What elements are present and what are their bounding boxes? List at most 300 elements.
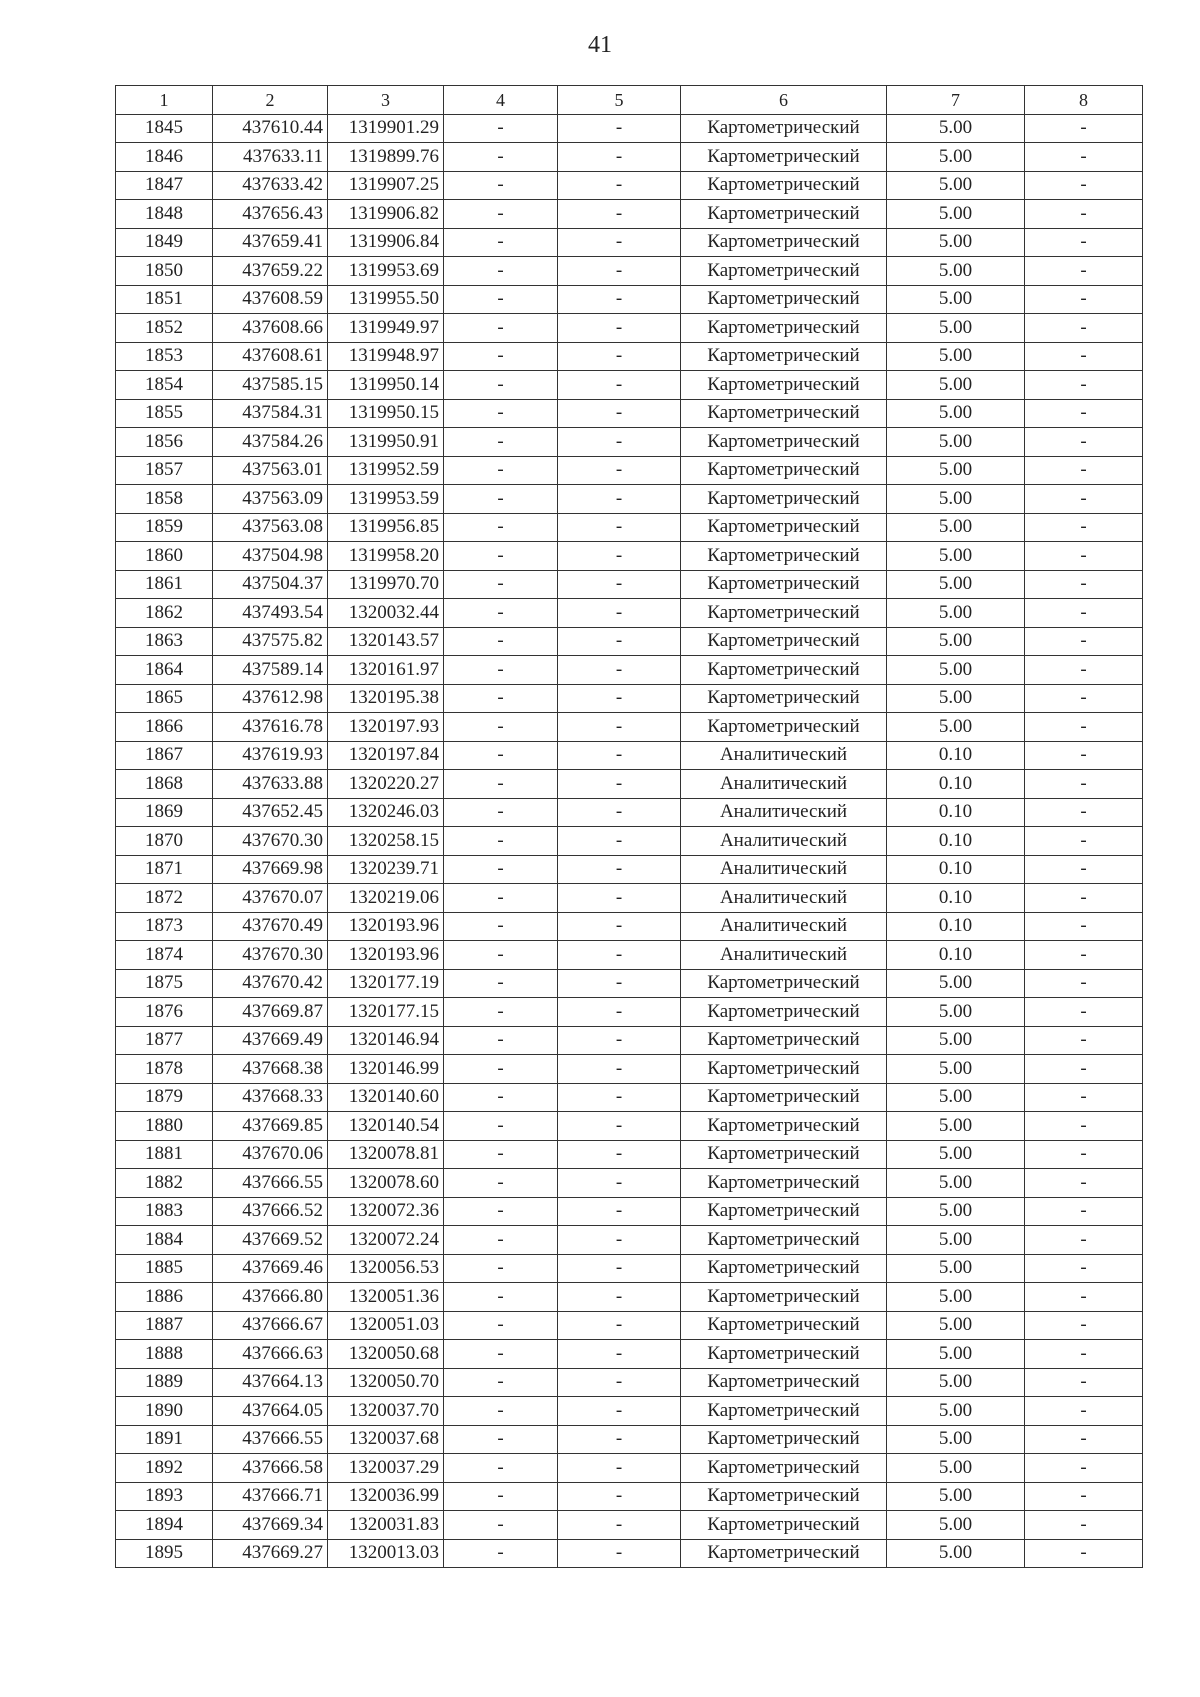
column-5-cell: - — [558, 741, 681, 770]
table-row — [116, 1397, 1143, 1426]
column-4-cell: - — [444, 741, 558, 770]
method-cell: Картометрический — [681, 1083, 887, 1112]
y-coordinate-cell: 1319899.76 — [328, 143, 444, 172]
accuracy-cell: 5.00 — [887, 399, 1025, 428]
column-5-cell: - — [558, 1425, 681, 1454]
x-coordinate-cell: 437608.61 — [213, 342, 328, 371]
point-number-cell: 1848 — [116, 200, 213, 229]
point-number-cell: 1879 — [116, 1083, 213, 1112]
method-cell: Картометрический — [681, 1340, 887, 1369]
x-coordinate-cell: 437584.31 — [213, 399, 328, 428]
accuracy-cell: 5.00 — [887, 1511, 1025, 1540]
point-number-cell: 1887 — [116, 1311, 213, 1340]
point-number-cell: 1878 — [116, 1055, 213, 1084]
y-coordinate-cell: 1320146.94 — [328, 1026, 444, 1055]
method-cell: Аналитический — [681, 741, 887, 770]
column-4-cell: - — [444, 200, 558, 229]
method-cell: Картометрический — [681, 399, 887, 428]
column-5-cell: - — [558, 114, 681, 143]
y-coordinate-cell: 1320258.15 — [328, 827, 444, 856]
column-5-cell: - — [558, 684, 681, 713]
point-number-cell: 1867 — [116, 741, 213, 770]
x-coordinate-cell: 437608.59 — [213, 285, 328, 314]
x-coordinate-cell: 437669.49 — [213, 1026, 328, 1055]
method-cell: Картометрический — [681, 1112, 887, 1141]
column-8-cell: - — [1025, 1340, 1143, 1369]
x-coordinate-cell: 437664.05 — [213, 1397, 328, 1426]
table-row — [116, 570, 1143, 599]
y-coordinate-cell: 1319906.82 — [328, 200, 444, 229]
column-8-cell: - — [1025, 656, 1143, 685]
table-row — [116, 827, 1143, 856]
table-row — [116, 228, 1143, 257]
x-coordinate-cell: 437666.80 — [213, 1283, 328, 1312]
y-coordinate-cell: 1319952.59 — [328, 456, 444, 485]
point-number-cell: 1864 — [116, 656, 213, 685]
column-4-cell: - — [444, 656, 558, 685]
column-5-cell: - — [558, 770, 681, 799]
y-coordinate-cell: 1320037.29 — [328, 1454, 444, 1483]
accuracy-cell: 5.00 — [887, 1055, 1025, 1084]
method-cell: Картометрический — [681, 570, 887, 599]
y-coordinate-cell: 1319953.69 — [328, 257, 444, 286]
table-row — [116, 969, 1143, 998]
x-coordinate-cell: 437666.71 — [213, 1482, 328, 1511]
column-8-cell: - — [1025, 1083, 1143, 1112]
column-5-cell: - — [558, 228, 681, 257]
column-8-cell: - — [1025, 428, 1143, 457]
column-header: 5 — [558, 86, 681, 115]
accuracy-cell: 5.00 — [887, 542, 1025, 571]
column-4-cell: - — [444, 1311, 558, 1340]
point-number-cell: 1863 — [116, 627, 213, 656]
method-cell: Картометрический — [681, 627, 887, 656]
method-cell: Аналитический — [681, 912, 887, 941]
accuracy-cell: 5.00 — [887, 228, 1025, 257]
table-row — [116, 1112, 1143, 1141]
column-5-cell: - — [558, 570, 681, 599]
table-header-row — [116, 86, 1143, 115]
column-8-cell: - — [1025, 1026, 1143, 1055]
column-4-cell: - — [444, 399, 558, 428]
column-4-cell: - — [444, 342, 558, 371]
column-4-cell: - — [444, 1083, 558, 1112]
column-4-cell: - — [444, 998, 558, 1027]
method-cell: Картометрический — [681, 228, 887, 257]
column-8-cell: - — [1025, 1283, 1143, 1312]
column-8-cell: - — [1025, 770, 1143, 799]
column-4-cell: - — [444, 114, 558, 143]
accuracy-cell: 5.00 — [887, 143, 1025, 172]
x-coordinate-cell: 437670.30 — [213, 941, 328, 970]
table-row — [116, 1311, 1143, 1340]
x-coordinate-cell: 437504.37 — [213, 570, 328, 599]
accuracy-cell: 5.00 — [887, 1169, 1025, 1198]
point-number-cell: 1865 — [116, 684, 213, 713]
point-number-cell: 1892 — [116, 1454, 213, 1483]
point-number-cell: 1874 — [116, 941, 213, 970]
point-number-cell: 1866 — [116, 713, 213, 742]
y-coordinate-cell: 1320072.36 — [328, 1197, 444, 1226]
table-row — [116, 1226, 1143, 1255]
y-coordinate-cell: 1320195.38 — [328, 684, 444, 713]
table-row — [116, 855, 1143, 884]
y-coordinate-cell: 1319906.84 — [328, 228, 444, 257]
column-4-cell: - — [444, 855, 558, 884]
table-row — [116, 200, 1143, 229]
column-8-cell: - — [1025, 485, 1143, 514]
x-coordinate-cell: 437669.46 — [213, 1254, 328, 1283]
table-row — [116, 1197, 1143, 1226]
table-row — [116, 1454, 1143, 1483]
y-coordinate-cell: 1320220.27 — [328, 770, 444, 799]
method-cell: Картометрический — [681, 969, 887, 998]
x-coordinate-cell: 437616.78 — [213, 713, 328, 742]
x-coordinate-cell: 437670.06 — [213, 1140, 328, 1169]
accuracy-cell: 5.00 — [887, 257, 1025, 286]
column-4-cell: - — [444, 428, 558, 457]
column-4-cell: - — [444, 599, 558, 628]
accuracy-cell: 5.00 — [887, 1454, 1025, 1483]
method-cell: Картометрический — [681, 1425, 887, 1454]
column-5-cell: - — [558, 1112, 681, 1141]
accuracy-cell: 5.00 — [887, 342, 1025, 371]
x-coordinate-cell: 437670.30 — [213, 827, 328, 856]
accuracy-cell: 5.00 — [887, 171, 1025, 200]
y-coordinate-cell: 1319950.15 — [328, 399, 444, 428]
accuracy-cell: 5.00 — [887, 1140, 1025, 1169]
column-8-cell: - — [1025, 1140, 1143, 1169]
y-coordinate-cell: 1320056.53 — [328, 1254, 444, 1283]
column-5-cell: - — [558, 1340, 681, 1369]
column-5-cell: - — [558, 1055, 681, 1084]
table-row — [116, 741, 1143, 770]
column-4-cell: - — [444, 1169, 558, 1198]
point-number-cell: 1876 — [116, 998, 213, 1027]
point-number-cell: 1858 — [116, 485, 213, 514]
y-coordinate-cell: 1320051.36 — [328, 1283, 444, 1312]
point-number-cell: 1895 — [116, 1539, 213, 1568]
accuracy-cell: 5.00 — [887, 285, 1025, 314]
x-coordinate-cell: 437669.34 — [213, 1511, 328, 1540]
y-coordinate-cell: 1320031.83 — [328, 1511, 444, 1540]
column-8-cell: - — [1025, 542, 1143, 571]
column-5-cell: - — [558, 513, 681, 542]
column-5-cell: - — [558, 1026, 681, 1055]
column-4-cell: - — [444, 1511, 558, 1540]
method-cell: Картометрический — [681, 1226, 887, 1255]
x-coordinate-cell: 437666.63 — [213, 1340, 328, 1369]
y-coordinate-cell: 1319950.14 — [328, 371, 444, 400]
accuracy-cell: 5.00 — [887, 1311, 1025, 1340]
x-coordinate-cell: 437493.54 — [213, 599, 328, 628]
x-coordinate-cell: 437608.66 — [213, 314, 328, 343]
column-8-cell: - — [1025, 912, 1143, 941]
x-coordinate-cell: 437563.08 — [213, 513, 328, 542]
y-coordinate-cell: 1320140.54 — [328, 1112, 444, 1141]
accuracy-cell: 5.00 — [887, 1425, 1025, 1454]
method-cell: Аналитический — [681, 855, 887, 884]
y-coordinate-cell: 1320036.99 — [328, 1482, 444, 1511]
column-4-cell: - — [444, 257, 558, 286]
column-8-cell: - — [1025, 285, 1143, 314]
accuracy-cell: 5.00 — [887, 1397, 1025, 1426]
table-row — [116, 542, 1143, 571]
column-4-cell: - — [444, 171, 558, 200]
column-4-cell: - — [444, 542, 558, 571]
accuracy-cell: 5.00 — [887, 570, 1025, 599]
point-number-cell: 1884 — [116, 1226, 213, 1255]
accuracy-cell: 5.00 — [887, 969, 1025, 998]
column-5-cell: - — [558, 200, 681, 229]
accuracy-cell: 5.00 — [887, 200, 1025, 229]
y-coordinate-cell: 1319950.91 — [328, 428, 444, 457]
x-coordinate-cell: 437504.98 — [213, 542, 328, 571]
method-cell: Картометрический — [681, 1055, 887, 1084]
column-header: 4 — [444, 86, 558, 115]
column-8-cell: - — [1025, 228, 1143, 257]
column-header: 1 — [116, 86, 213, 115]
method-cell: Аналитический — [681, 884, 887, 913]
x-coordinate-cell: 437619.93 — [213, 741, 328, 770]
accuracy-cell: 5.00 — [887, 513, 1025, 542]
method-cell: Аналитический — [681, 941, 887, 970]
accuracy-cell: 5.00 — [887, 1026, 1025, 1055]
method-cell: Картометрический — [681, 1311, 887, 1340]
column-4-cell: - — [444, 456, 558, 485]
column-8-cell: - — [1025, 114, 1143, 143]
column-5-cell: - — [558, 342, 681, 371]
column-5-cell: - — [558, 599, 681, 628]
table-row — [116, 1340, 1143, 1369]
point-number-cell: 1853 — [116, 342, 213, 371]
method-cell: Картометрический — [681, 1454, 887, 1483]
column-8-cell: - — [1025, 314, 1143, 343]
column-header: 7 — [887, 86, 1025, 115]
accuracy-cell: 5.00 — [887, 114, 1025, 143]
column-4-cell: - — [444, 1425, 558, 1454]
method-cell: Аналитический — [681, 827, 887, 856]
method-cell: Картометрический — [681, 1026, 887, 1055]
column-5-cell: - — [558, 257, 681, 286]
column-header: 6 — [681, 86, 887, 115]
y-coordinate-cell: 1320051.03 — [328, 1311, 444, 1340]
table-row — [116, 884, 1143, 913]
table-row — [116, 684, 1143, 713]
column-8-cell: - — [1025, 941, 1143, 970]
x-coordinate-cell: 437669.52 — [213, 1226, 328, 1255]
point-number-cell: 1856 — [116, 428, 213, 457]
column-8-cell: - — [1025, 143, 1143, 172]
x-coordinate-cell: 437670.07 — [213, 884, 328, 913]
method-cell: Картометрический — [681, 713, 887, 742]
accuracy-cell: 5.00 — [887, 314, 1025, 343]
table-row — [116, 371, 1143, 400]
point-number-cell: 1847 — [116, 171, 213, 200]
accuracy-cell: 5.00 — [887, 998, 1025, 1027]
column-8-cell: - — [1025, 998, 1143, 1027]
accuracy-cell: 0.10 — [887, 941, 1025, 970]
x-coordinate-cell: 437585.15 — [213, 371, 328, 400]
accuracy-cell: 5.00 — [887, 1197, 1025, 1226]
column-8-cell: - — [1025, 171, 1143, 200]
accuracy-cell: 0.10 — [887, 798, 1025, 827]
accuracy-cell: 5.00 — [887, 1083, 1025, 1112]
method-cell: Картометрический — [681, 200, 887, 229]
method-cell: Аналитический — [681, 798, 887, 827]
column-5-cell: - — [558, 1197, 681, 1226]
method-cell: Картометрический — [681, 1254, 887, 1283]
table-row — [116, 912, 1143, 941]
column-8-cell: - — [1025, 599, 1143, 628]
column-5-cell: - — [558, 827, 681, 856]
column-8-cell: - — [1025, 1311, 1143, 1340]
accuracy-cell: 5.00 — [887, 656, 1025, 685]
column-8-cell: - — [1025, 257, 1143, 286]
point-number-cell: 1862 — [116, 599, 213, 628]
y-coordinate-cell: 1319958.20 — [328, 542, 444, 571]
column-8-cell: - — [1025, 1169, 1143, 1198]
method-cell: Картометрический — [681, 684, 887, 713]
column-5-cell: - — [558, 884, 681, 913]
column-8-cell: - — [1025, 399, 1143, 428]
column-8-cell: - — [1025, 1482, 1143, 1511]
x-coordinate-cell: 437664.13 — [213, 1368, 328, 1397]
method-cell: Картометрический — [681, 656, 887, 685]
column-5-cell: - — [558, 1254, 681, 1283]
column-5-cell: - — [558, 485, 681, 514]
y-coordinate-cell: 1320177.19 — [328, 969, 444, 998]
table-row — [116, 456, 1143, 485]
table-row — [116, 428, 1143, 457]
point-number-cell: 1873 — [116, 912, 213, 941]
column-4-cell: - — [444, 371, 558, 400]
point-number-cell: 1870 — [116, 827, 213, 856]
method-cell: Картометрический — [681, 1169, 887, 1198]
column-4-cell: - — [444, 1340, 558, 1369]
x-coordinate-cell: 437633.11 — [213, 143, 328, 172]
accuracy-cell: 5.00 — [887, 713, 1025, 742]
column-5-cell: - — [558, 798, 681, 827]
point-number-cell: 1886 — [116, 1283, 213, 1312]
accuracy-cell: 0.10 — [887, 770, 1025, 799]
accuracy-cell: 5.00 — [887, 1283, 1025, 1312]
point-number-cell: 1855 — [116, 399, 213, 428]
y-coordinate-cell: 1320037.70 — [328, 1397, 444, 1426]
x-coordinate-cell: 437669.98 — [213, 855, 328, 884]
column-8-cell: - — [1025, 1454, 1143, 1483]
x-coordinate-cell: 437584.26 — [213, 428, 328, 457]
point-number-cell: 1885 — [116, 1254, 213, 1283]
table-row — [116, 114, 1143, 143]
accuracy-cell: 5.00 — [887, 684, 1025, 713]
accuracy-cell: 5.00 — [887, 1539, 1025, 1568]
accuracy-cell: 5.00 — [887, 485, 1025, 514]
table-row — [116, 1511, 1143, 1540]
table-row — [116, 342, 1143, 371]
method-cell: Картометрический — [681, 171, 887, 200]
column-8-cell: - — [1025, 741, 1143, 770]
y-coordinate-cell: 1320239.71 — [328, 855, 444, 884]
column-5-cell: - — [558, 456, 681, 485]
table-row — [116, 599, 1143, 628]
accuracy-cell: 5.00 — [887, 1254, 1025, 1283]
x-coordinate-cell: 437670.49 — [213, 912, 328, 941]
x-coordinate-cell: 437563.09 — [213, 485, 328, 514]
column-4-cell: - — [444, 884, 558, 913]
x-coordinate-cell: 437563.01 — [213, 456, 328, 485]
method-cell: Картометрический — [681, 342, 887, 371]
x-coordinate-cell: 437666.67 — [213, 1311, 328, 1340]
accuracy-cell: 5.00 — [887, 1226, 1025, 1255]
column-8-cell: - — [1025, 1511, 1143, 1540]
x-coordinate-cell: 437633.88 — [213, 770, 328, 799]
table-row — [116, 1482, 1143, 1511]
accuracy-cell: 0.10 — [887, 855, 1025, 884]
column-4-cell: - — [444, 627, 558, 656]
point-number-cell: 1894 — [116, 1511, 213, 1540]
point-number-cell: 1868 — [116, 770, 213, 799]
point-number-cell: 1890 — [116, 1397, 213, 1426]
x-coordinate-cell: 437610.44 — [213, 114, 328, 143]
column-4-cell: - — [444, 912, 558, 941]
point-number-cell: 1845 — [116, 114, 213, 143]
table-row — [116, 513, 1143, 542]
y-coordinate-cell: 1320161.97 — [328, 656, 444, 685]
point-number-cell: 1850 — [116, 257, 213, 286]
column-5-cell: - — [558, 627, 681, 656]
column-8-cell: - — [1025, 513, 1143, 542]
table-row — [116, 1283, 1143, 1312]
y-coordinate-cell: 1319907.25 — [328, 171, 444, 200]
y-coordinate-cell: 1320032.44 — [328, 599, 444, 628]
method-cell: Картометрический — [681, 314, 887, 343]
column-8-cell: - — [1025, 456, 1143, 485]
column-8-cell: - — [1025, 1226, 1143, 1255]
accuracy-cell: 5.00 — [887, 1482, 1025, 1511]
point-number-cell: 1861 — [116, 570, 213, 599]
column-4-cell: - — [444, 1026, 558, 1055]
method-cell: Картометрический — [681, 1482, 887, 1511]
column-5-cell: - — [558, 1283, 681, 1312]
y-coordinate-cell: 1319949.97 — [328, 314, 444, 343]
column-5-cell: - — [558, 1454, 681, 1483]
x-coordinate-cell: 437668.38 — [213, 1055, 328, 1084]
method-cell: Картометрический — [681, 456, 887, 485]
method-cell: Картометрический — [681, 485, 887, 514]
column-5-cell: - — [558, 314, 681, 343]
column-header: 3 — [328, 86, 444, 115]
column-8-cell: - — [1025, 1112, 1143, 1141]
x-coordinate-cell: 437669.87 — [213, 998, 328, 1027]
x-coordinate-cell: 437666.55 — [213, 1425, 328, 1454]
x-coordinate-cell: 437668.33 — [213, 1083, 328, 1112]
method-cell: Картометрический — [681, 143, 887, 172]
y-coordinate-cell: 1320050.68 — [328, 1340, 444, 1369]
table-row — [116, 1055, 1143, 1084]
column-5-cell: - — [558, 428, 681, 457]
method-cell: Картометрический — [681, 1197, 887, 1226]
y-coordinate-cell: 1319970.70 — [328, 570, 444, 599]
point-number-cell: 1875 — [116, 969, 213, 998]
column-4-cell: - — [444, 1397, 558, 1426]
column-5-cell: - — [558, 285, 681, 314]
column-5-cell: - — [558, 1368, 681, 1397]
column-5-cell: - — [558, 171, 681, 200]
column-8-cell: - — [1025, 371, 1143, 400]
point-number-cell: 1877 — [116, 1026, 213, 1055]
point-number-cell: 1854 — [116, 371, 213, 400]
